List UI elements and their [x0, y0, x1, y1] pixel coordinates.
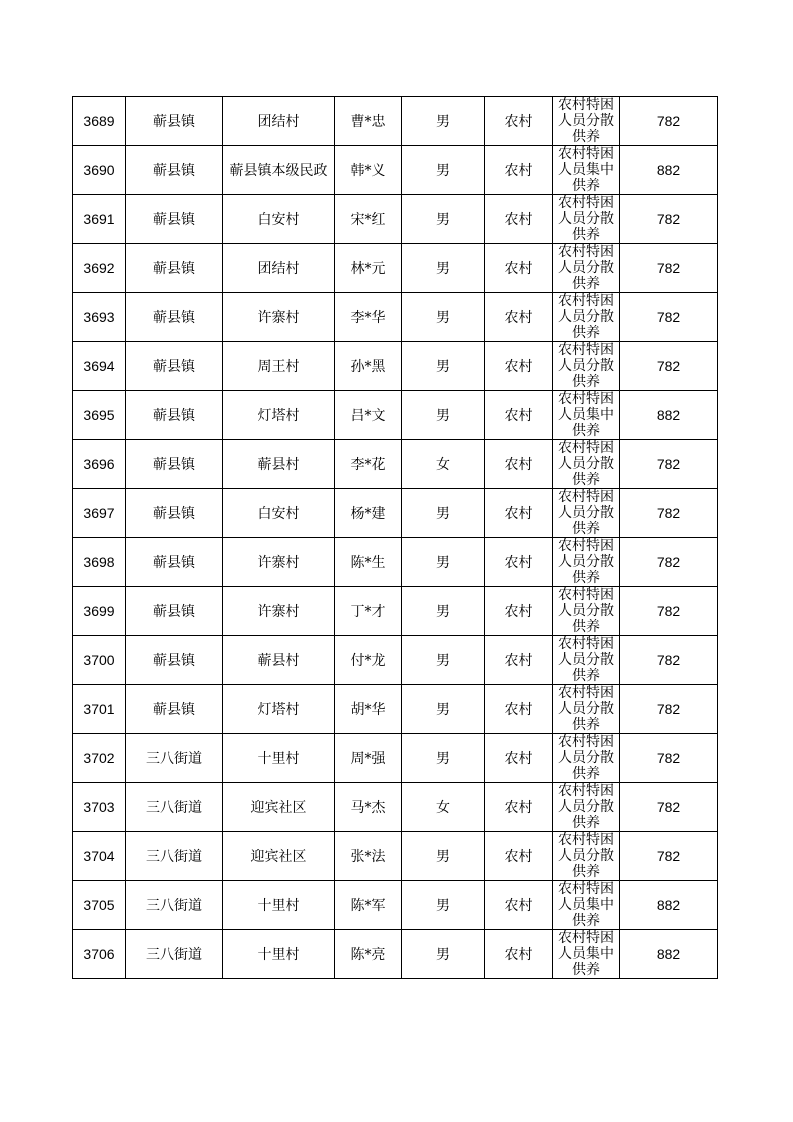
village-cell: 灯塔村	[223, 685, 335, 734]
records-table	[72, 96, 718, 979]
gender-cell: 女	[402, 783, 485, 832]
area-type-cell: 农村	[485, 342, 553, 391]
table-row	[73, 832, 718, 881]
area-type-cell: 农村	[485, 97, 553, 146]
name-cell: 宋*红	[335, 195, 402, 244]
name-cell: 丁*才	[335, 587, 402, 636]
support-type-cell	[553, 783, 620, 832]
support-type-cell	[553, 832, 620, 881]
table-row	[73, 293, 718, 342]
support-type-text: 农村特困人员分散供养	[558, 440, 614, 488]
gender-cell: 女	[402, 440, 485, 489]
town-cell: 蕲县镇	[126, 97, 223, 146]
support-type-cell	[553, 587, 620, 636]
town-cell: 三八街道	[126, 783, 223, 832]
village-cell: 蕲县村	[223, 440, 335, 489]
table-row	[73, 734, 718, 783]
amount-cell: 782	[620, 489, 718, 538]
support-type-text: 农村特困人员分散供养	[558, 685, 614, 733]
record-number-cell: 3693	[73, 293, 126, 342]
town-cell: 蕲县镇	[126, 146, 223, 195]
support-type-cell	[553, 930, 620, 979]
name-cell: 陈*亮	[335, 930, 402, 979]
support-type-cell	[553, 391, 620, 440]
town-cell: 蕲县镇	[126, 538, 223, 587]
support-type-cell	[553, 195, 620, 244]
table-row	[73, 195, 718, 244]
gender-cell: 男	[402, 244, 485, 293]
town-cell: 蕲县镇	[126, 391, 223, 440]
support-type-text: 农村特困人员集中供养	[558, 930, 614, 978]
record-number-cell: 3702	[73, 734, 126, 783]
area-type-cell: 农村	[485, 783, 553, 832]
village-cell: 十里村	[223, 930, 335, 979]
town-cell: 蕲县镇	[126, 685, 223, 734]
support-type-cell	[553, 244, 620, 293]
support-type-text: 农村特困人员分散供养	[558, 783, 614, 831]
support-type-text: 农村特困人员分散供养	[558, 342, 614, 390]
support-type-cell	[553, 734, 620, 783]
town-cell: 蕲县镇	[126, 244, 223, 293]
record-number-cell: 3699	[73, 587, 126, 636]
village-cell: 十里村	[223, 734, 335, 783]
table-row	[73, 391, 718, 440]
support-type-text: 农村特困人员分散供养	[558, 538, 614, 586]
town-cell: 蕲县镇	[126, 293, 223, 342]
area-type-cell: 农村	[485, 244, 553, 293]
amount-cell: 782	[620, 342, 718, 391]
village-cell: 蕲县村	[223, 636, 335, 685]
gender-cell: 男	[402, 146, 485, 195]
table-row	[73, 636, 718, 685]
support-type-cell	[553, 881, 620, 930]
area-type-cell: 农村	[485, 587, 553, 636]
gender-cell: 男	[402, 881, 485, 930]
support-type-text: 农村特困人员分散供养	[558, 244, 614, 292]
amount-cell: 782	[620, 293, 718, 342]
village-cell: 许寨村	[223, 538, 335, 587]
amount-cell: 882	[620, 146, 718, 195]
area-type-cell: 农村	[485, 881, 553, 930]
area-type-cell: 农村	[485, 440, 553, 489]
gender-cell: 男	[402, 930, 485, 979]
amount-cell: 782	[620, 685, 718, 734]
record-number-cell: 3696	[73, 440, 126, 489]
area-type-cell: 农村	[485, 538, 553, 587]
record-number-cell: 3692	[73, 244, 126, 293]
support-type-cell	[553, 97, 620, 146]
area-type-cell: 农村	[485, 391, 553, 440]
table-row	[73, 587, 718, 636]
record-number-cell: 3704	[73, 832, 126, 881]
name-cell: 孙*黑	[335, 342, 402, 391]
gender-cell: 男	[402, 97, 485, 146]
name-cell: 陈*军	[335, 881, 402, 930]
gender-cell: 男	[402, 391, 485, 440]
table-row	[73, 244, 718, 293]
area-type-cell: 农村	[485, 636, 553, 685]
support-type-cell	[553, 538, 620, 587]
town-cell: 蕲县镇	[126, 440, 223, 489]
amount-cell: 782	[620, 440, 718, 489]
name-cell: 周*强	[335, 734, 402, 783]
gender-cell: 男	[402, 293, 485, 342]
support-type-text: 农村特困人员分散供养	[558, 587, 614, 635]
support-type-text: 农村特困人员分散供养	[558, 636, 614, 684]
record-number-cell: 3695	[73, 391, 126, 440]
support-type-cell	[553, 293, 620, 342]
support-type-cell	[553, 685, 620, 734]
support-type-text: 农村特困人员分散供养	[558, 734, 614, 782]
village-cell: 周王村	[223, 342, 335, 391]
town-cell: 蕲县镇	[126, 636, 223, 685]
record-number-cell: 3690	[73, 146, 126, 195]
name-cell: 马*杰	[335, 783, 402, 832]
amount-cell: 882	[620, 391, 718, 440]
amount-cell: 782	[620, 97, 718, 146]
gender-cell: 男	[402, 587, 485, 636]
area-type-cell: 农村	[485, 685, 553, 734]
town-cell: 三八街道	[126, 881, 223, 930]
support-type-text: 农村特困人员分散供养	[558, 832, 614, 880]
amount-cell: 782	[620, 636, 718, 685]
records-table-body	[73, 97, 718, 979]
table-row	[73, 489, 718, 538]
area-type-cell: 农村	[485, 489, 553, 538]
town-cell: 蕲县镇	[126, 587, 223, 636]
record-number-cell: 3705	[73, 881, 126, 930]
table-row	[73, 97, 718, 146]
name-cell: 李*花	[335, 440, 402, 489]
table-row	[73, 342, 718, 391]
name-cell: 韩*义	[335, 146, 402, 195]
support-type-cell	[553, 342, 620, 391]
amount-cell: 782	[620, 538, 718, 587]
amount-cell: 882	[620, 930, 718, 979]
table-row	[73, 685, 718, 734]
support-type-text: 农村特困人员分散供养	[558, 489, 614, 537]
village-cell: 十里村	[223, 881, 335, 930]
support-type-text: 农村特困人员集中供养	[558, 881, 614, 929]
name-cell: 付*龙	[335, 636, 402, 685]
gender-cell: 男	[402, 195, 485, 244]
village-cell: 许寨村	[223, 293, 335, 342]
area-type-cell: 农村	[485, 146, 553, 195]
area-type-cell: 农村	[485, 734, 553, 783]
amount-cell: 782	[620, 244, 718, 293]
area-type-cell: 农村	[485, 293, 553, 342]
name-cell: 林*元	[335, 244, 402, 293]
name-cell: 曹*忠	[335, 97, 402, 146]
gender-cell: 男	[402, 685, 485, 734]
amount-cell: 782	[620, 195, 718, 244]
record-number-cell: 3694	[73, 342, 126, 391]
support-type-text: 农村特困人员分散供养	[558, 97, 614, 145]
gender-cell: 男	[402, 832, 485, 881]
village-cell: 迎宾社区	[223, 783, 335, 832]
gender-cell: 男	[402, 538, 485, 587]
support-type-text: 农村特困人员集中供养	[558, 146, 614, 194]
record-number-cell: 3698	[73, 538, 126, 587]
support-type-cell	[553, 146, 620, 195]
gender-cell: 男	[402, 636, 485, 685]
gender-cell: 男	[402, 342, 485, 391]
table-row	[73, 783, 718, 832]
amount-cell: 782	[620, 587, 718, 636]
record-number-cell: 3706	[73, 930, 126, 979]
gender-cell: 男	[402, 489, 485, 538]
support-type-cell	[553, 636, 620, 685]
record-number-cell: 3700	[73, 636, 126, 685]
table-row	[73, 538, 718, 587]
table-row	[73, 440, 718, 489]
amount-cell: 782	[620, 783, 718, 832]
town-cell: 三八街道	[126, 832, 223, 881]
village-cell: 蕲县镇本级民政	[223, 146, 335, 195]
table-row	[73, 930, 718, 979]
amount-cell: 782	[620, 734, 718, 783]
town-cell: 蕲县镇	[126, 195, 223, 244]
name-cell: 陈*生	[335, 538, 402, 587]
record-number-cell: 3701	[73, 685, 126, 734]
record-number-cell: 3697	[73, 489, 126, 538]
amount-cell: 882	[620, 881, 718, 930]
support-type-text: 农村特困人员集中供养	[558, 391, 614, 439]
village-cell: 团结村	[223, 97, 335, 146]
village-cell: 团结村	[223, 244, 335, 293]
table-row	[73, 881, 718, 930]
support-type-text: 农村特困人员分散供养	[558, 293, 614, 341]
record-number-cell: 3689	[73, 97, 126, 146]
name-cell: 李*华	[335, 293, 402, 342]
area-type-cell: 农村	[485, 930, 553, 979]
town-cell: 蕲县镇	[126, 342, 223, 391]
gender-cell: 男	[402, 734, 485, 783]
amount-cell: 782	[620, 832, 718, 881]
area-type-cell: 农村	[485, 832, 553, 881]
village-cell: 白安村	[223, 489, 335, 538]
area-type-cell: 农村	[485, 195, 553, 244]
name-cell: 吕*文	[335, 391, 402, 440]
town-cell: 蕲县镇	[126, 489, 223, 538]
village-cell: 迎宾社区	[223, 832, 335, 881]
name-cell: 胡*华	[335, 685, 402, 734]
name-cell: 杨*建	[335, 489, 402, 538]
village-cell: 白安村	[223, 195, 335, 244]
record-number-cell: 3691	[73, 195, 126, 244]
town-cell: 三八街道	[126, 734, 223, 783]
table-row	[73, 146, 718, 195]
village-cell: 灯塔村	[223, 391, 335, 440]
support-type-text: 农村特困人员分散供养	[558, 195, 614, 243]
name-cell: 张*法	[335, 832, 402, 881]
record-number-cell: 3703	[73, 783, 126, 832]
support-type-cell	[553, 489, 620, 538]
support-type-cell	[553, 440, 620, 489]
town-cell: 三八街道	[126, 930, 223, 979]
village-cell: 许寨村	[223, 587, 335, 636]
